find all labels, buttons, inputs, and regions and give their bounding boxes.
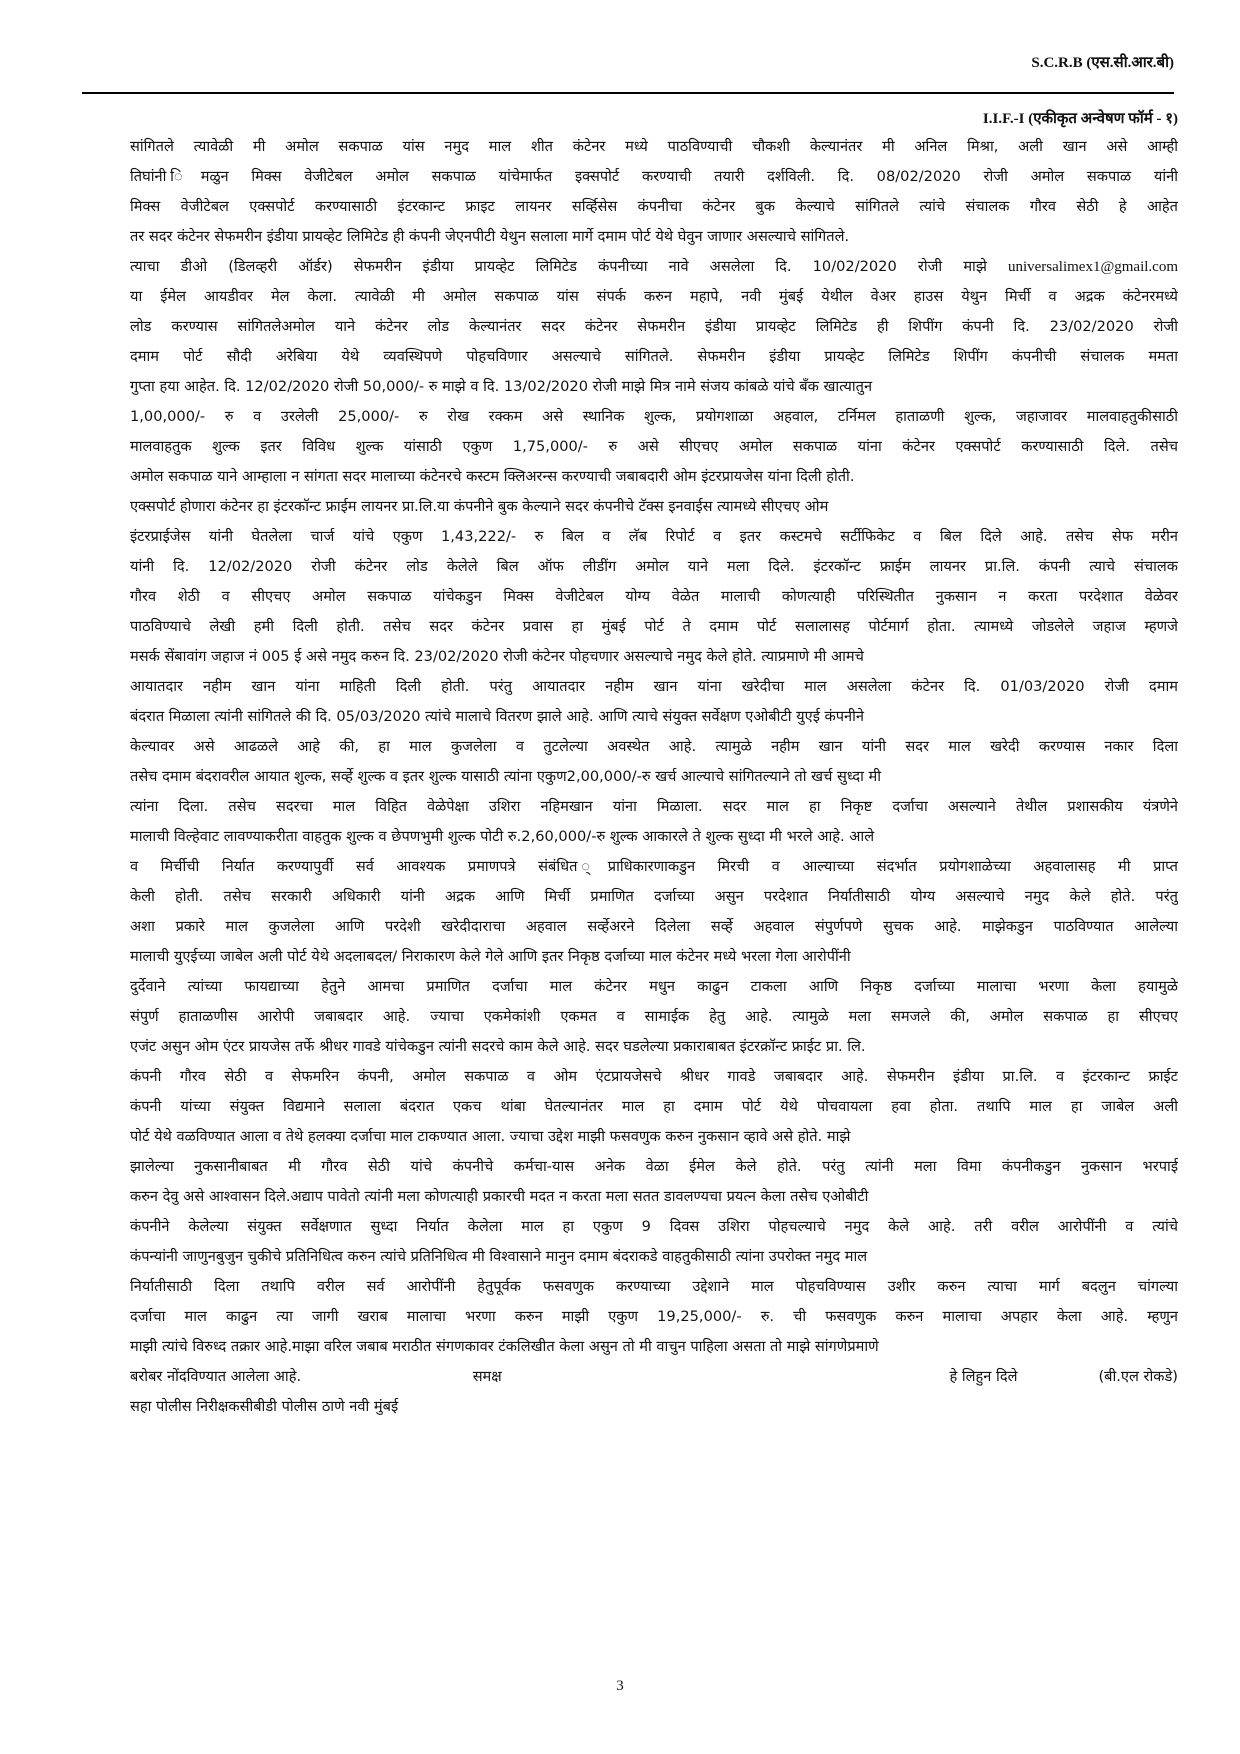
statement-line: यांनी दि. 12/02/2020 रोजी कंटेनर लोड केलेले बिल ऑफ लीडींग अमोल याने मला दिले. इंटरकॉन्ट फ्राईम लायनर प्रा.लि. कंपनी त्याचे संचालक xyxy=(130,558,1178,575)
header-divider xyxy=(82,92,1174,94)
officer-designation: सहा पोलीस निरीक्षकसीबीडी पोलीस ठाणे नवी मुंबई xyxy=(130,1398,399,1415)
statement-body xyxy=(130,132,1178,1422)
statement-line: पाठविण्याचे लेखी हमी दिली होती. तसेच सदर कंटेनर प्रवास हा मुंबई पोर्ट ते दमाम पोर्ट सलालासह पोर्टमार्ग होता. त्यामध्ये जोडलेले जहाज म्हणजे xyxy=(130,618,1178,635)
statement-line: गुप्ता हया आहेत. दि. 12/02/2020 रोजी 50,000/- रु माझे व दि. 13/02/2020 रोजी माझे मित्र नामे संजय कांबळे यांचे बँक खात्यातुन xyxy=(130,378,873,395)
statement-line: संपुर्ण हाताळणीस आरोपी जबाबदार आहे. ज्याचा एकमेकांशी एकमत व सामाईक हेतु आहे. त्यामुळे मला समजले की, अमोल सकपाळ हा सीएचए xyxy=(130,1008,1178,1025)
written-by-label: हे लिहुन दिले xyxy=(949,1368,1018,1385)
statement-line: करुन देवु असे आश्वासन दिले.अद्याप पावेतो त्यांनी मला कोणत्याही प्रकारची मदत न करता मला सतत डावलण्यचा प्रयत्न केला तसेच एओबीटी xyxy=(130,1188,869,1205)
statement-line: तर सदर कंटेनर सेफमरीन इंडीया प्रायव्हेट लिमिटेड ही कंपनी जेएनपीटी येथुन सलाला मार्गे दमाम पोर्ट येथे घेवुन जाणार असल्याचे सांगितले. xyxy=(130,228,850,245)
statement-line: मालाची युएईच्या जाबेल अली पोर्ट येथे अदलाबदल/ निराकारण केले गेले आणि इतर निकृष्ठ दर्जाच्या माल कंटेनर मध्ये भरला गेला आरोपींनी xyxy=(130,948,851,965)
statement-line: दमाम पोर्ट सौदी अरेबिया येथे व्यवस्थिपणे पोहचविणार असल्याचे सांगितले. सेफमरीन इंडीया प्रायव्हेट लिमिटेड शिपींग कंपनीची संचालक ममता xyxy=(130,348,1178,365)
form-title: I.I.F.-I (एकीकृत अन्वेषण फॉर्म - १) xyxy=(982,111,1178,127)
scrb-header-code: S.C.R.B (एस.सी.आर.बी) xyxy=(1031,55,1174,71)
statement-line: केली होती. तसेच सरकारी अधिकारी यांनी अद्रक आणि मिर्ची प्रमाणित दर्जाच्या असुन परदेशात निर्यातीसाठी योग्य असल्याचे नमुद केले होते. परंतु xyxy=(130,888,1178,905)
statement-line: मालाची विल्हेवाट लावण्याकरीता वाहतुक शुल्क व छेपणभुमी शुल्क पोटी रु.2,60,000/-रु शुल्क आकारले ते शुल्क सुध्दा मी भरले आहे. आले xyxy=(130,828,875,845)
statement-line: झालेल्या नुकसानीबाबत मी गौरव सेठी यांचे कंपनीचे कर्मचा-यास अनेक वेळा ईमेल केले होते. परंतु त्यांनी मला विमा कंपनीकडुन नुकसान भरपाई xyxy=(130,1158,1178,1175)
statement-line: माझी त्यांचे विरुध्द तक्रार आहे.माझा वरिल जबाब मराठीत संगणकावर टंकलिखीत केला असुन तो मी वाचुन पाहिला असता तो माझे सांगणेप्रमाणे xyxy=(130,1338,879,1355)
statement-line: इंटरप्राईजेस यांनी घेतलेला चार्ज यांचे एकुण 1,43,222/- रु बिल व लॅब रिपोर्ट व इतर कस्टमचे सर्टीफिकेट व बिल दिले आहे. तसेच सेफ मरीन xyxy=(130,528,1178,545)
statement-line: आयातदार नहीम खान यांना माहिती दिली होती. परंतु आयातदार नहीम खान यांना खरेदीचा माल असलेला कंटेनर दि. 01/03/2020 रोजी दमाम xyxy=(130,678,1178,695)
statement-line: केल्यावर असे आढळले आहे की, हा माल कुजलेला व तुटलेल्या अवस्थेत आहे. त्यामुळे नहीम खान यांनी सदर माल खरेदी करण्यास नकार दिला xyxy=(130,738,1178,755)
statement-line: अशा प्रकारे माल कुजलेला आणि परदेशी खरेदीदाराचा अहवाल सर्व्हेअरने दिलेला सर्व्हे अहवाल संपुर्णपणे सुचक आहे. माझेकडुन पाठविण्यात आलेल्या xyxy=(130,918,1178,935)
statement-line: व मिर्चीची निर्यात करण्यापुर्वी सर्व आवश्यक प्रमाणपत्रे संबंधित ्प्राधिकारणाकडुन मिरची व आल्याच्या संदर्भात प्रयोगशाळेच्या अहवालासह मी प्राप्त xyxy=(130,858,1178,875)
statement-line: मिक्स वेजीटेबल एक्सपोर्ट करण्यासाठी इंटरकान्ट फ्राइट लायनर सर्व्हिसेस कंपनीचा कंटेनर बुक केल्याचे सांगितले त्यांचे संचालक गौरव सेठी हे आहेत xyxy=(130,198,1178,215)
statement-line: कंपन्यांनी जाणुनबुजुन चुकीचे प्रतिनिधित्व करुन त्यांचे प्रतिनिधित्व मी विश्वासाने मानुन दमाम बंदराकडे वाहतुकीसाठी त्यांना उपरोक्त नमुद माल xyxy=(130,1248,868,1265)
statement-line: निर्यातीसाठी दिला तथापि वरील सर्व आरोपींनी हेतुपूर्वक फसवणुक करण्याच्या उद्देशाने माल पोहचविण्यास उशीर करुन त्याचा मार्ग बदलुन चांगल्या xyxy=(130,1278,1178,1295)
statement-line: 1,00,000/- रु व उरलेली 25,000/- रु रोख रक्कम असे स्थानिक शुल्क, प्रयोगशाळा अहवाल, टर्निमल हाताळणी शुल्क, जहाजावर मालवाहतुकीसाठी xyxy=(130,408,1178,425)
statement-line: कंपनीने केलेल्या संयुक्त सर्वेक्षणात सुध्दा निर्यात केलेला माल हा एकुण 9 दिवस उशिरा पोहचल्याचे नमुद केले आहे. तरी वरील आरोपींनी व त्यांचे xyxy=(130,1218,1178,1235)
statement-line: कंपनी गौरव सेठी व सेफमरिन कंपनी, अमोल सकपाळ व ओम एंटप्रायजेसचे श्रीधर गावडे जबाबदार आहे. सेफमरीन इंडीया प्रा.लि. व इंटरकान्ट फ्राईट xyxy=(130,1068,1178,1085)
statement-line: पोर्ट येथे वळविण्यात आला व तेथे हलक्या दर्जाचा माल टाकण्यात आला. ज्याचा उद्देश माझी फसवणुक करुन नुकसान व्हावे असे होते. माझे xyxy=(130,1128,851,1145)
statement-line: तिघांनी िमळुन मिक्स वेजीटेबल अमोल सकपाळ यांचेमार्फत इक्सपोर्ट करण्याची तयारी दर्शविली. दि. 08/02/2020 रोजी अमोल सकपाळ यांनी xyxy=(130,168,1178,185)
before-label: समक्ष xyxy=(472,1368,502,1385)
statement-line: दर्जाचा माल काढुन त्या जागी खराब मालाचा भरणा करुन माझी एकुण 19,25,000/- रु. ची फसवणुक करुन मालाचा अपहार केला आहे. म्हणुन xyxy=(130,1308,1178,1325)
officer-name: (बी.एल रोकडे) xyxy=(1098,1368,1178,1385)
recorded-note: बरोबर नोंदविण्यात आलेला आहे. xyxy=(130,1368,302,1385)
statement-line: या ईमेल आयडीवर मेल केला. त्यावेळी मी अमोल सकपाळ यांस संपर्क करुन महापे, नवी मुंबई येथील वेअर हाउस येथुन मिर्ची व अद्रक कंटेनरमध्ये xyxy=(130,288,1178,305)
statement-line: तसेच दमाम बंदरावरील आयात शुल्क, सर्व्हे शुल्क व इतर शुल्क यासाठी त्यांना एकुण2,00,000/-रु खर्च आल्याचे सांगितल्याने तो खर्च सुध्दा मी xyxy=(130,768,882,785)
statement-line: कंपनी यांच्या संयुक्त विद्यमाने सलाला बंदरात एकच थांबा घेतल्यानंतर माल हा दमाम पोर्ट येथे पोचवायला हवा होता. तथापि माल हा जाबेल अली xyxy=(130,1098,1178,1115)
statement-line: त्यांना दिला. तसेच सदरचा माल विहित वेळेपेक्षा उशिरा नहिमखान यांना मिळाला. सदर माल हा निकृष्ट दर्जाचा असल्याने तेथील प्रशासकीय यंत्रणेने xyxy=(130,798,1178,815)
statement-line: दुर्देवाने त्यांच्या फायद्याच्या हेतुने आमचा प्रमाणित दर्जाचा माल कंटेनर मधुन काढुन टाकला आणि निकृष्ठ दर्जाच्या मालाचा भरणा केला हयामुळे xyxy=(130,978,1178,995)
statement-line: गौरव शेठी व सीएचए अमोल सकपाळ यांचेकडुन मिक्स वेजीटेबल योग्य वेळेत मालाची कोणत्याही परिस्थितीत नुकसान न करता परदेशात वेळेवर xyxy=(130,588,1178,605)
page-number: 3 xyxy=(616,1678,624,1694)
statement-line: लोड करण्यास सांगितलेअमोल याने कंटेनर लोड केल्यानंतर सदर कंटेनर सेफमरीन इंडीया प्रायव्हेट लिमिटेड ही शिपींग कंपनी दि. 23/02/2020 रोजी xyxy=(130,318,1178,335)
statement-line: एजंट असुन ओम एंटर प्रायजेस तर्फे श्रीधर गावडे यांचेकडुन त्यांनी सदरचे काम केले आहे. सदर घडलेल्या प्रकाराबाबत इंटरक्रॉन्ट फ्राईट प्रा. लि. xyxy=(130,1038,866,1055)
statement-line: त्याचा डीओ (डिलव्हरी ऑर्डर) सेफमरीन इंडीया प्रायव्हेट लिमिटेड कंपनीच्या नावे असलेला दि. 10/02/2020 रोजी माझे xyxy=(130,258,987,275)
statement-line: सांगितले त्यावेळी मी अमोल सकपाळ यांस नमुद माल शीत कंटेनर मध्ये पाठविण्याची चौकशी केल्यानंतर मी अनिल मिश्रा, अली खान असे आम्ही xyxy=(130,138,1178,155)
email-address: universalimex1@gmail.com xyxy=(1007,259,1178,275)
statement-line: बंदरात मिळाला त्यांनी सांगितले की दि. 05/03/2020 त्यांचे मालाचे वितरण झाले आहे. आणि त्याचे संयुक्त सर्वेक्षण एओबीटी युएई कंपनीने xyxy=(130,708,864,725)
signature-row xyxy=(130,1362,1178,1392)
statement-line: मसर्क सेंबावांग जहाज नं 005 ई असे नमुद करुन दि. 23/02/2020 रोजी कंटेनर पोहचणार असल्याचे नमुद केले होते. त्याप्रमाणे मी आमचे xyxy=(130,648,864,665)
statement-line: अमोल सकपाळ याने आम्हाला न सांगता सदर मालाच्या कंटेनरचे कस्टम क्लिअरन्स करण्याची जबाबदारी ओम इंटरप्रायजेस यांना दिली होती. xyxy=(130,468,855,485)
statement-line-with-email xyxy=(130,252,1178,282)
statement-line: मालवाहतुक शुल्क इतर विविध शुल्क यांसाठी एकुण 1,75,000/- रु असे सीएचए अमोल सकपाळ यांना कंटेनर एक्सपोर्ट करण्यासाठी दिले. तसेच xyxy=(130,438,1178,455)
statement-line: एक्सपोर्ट होणारा कंटेनर हा इंटरकॉन्ट फ्राईम लायनर प्रा.लि.या कंपनीने बुक केल्याने सदर कंपनीचे टॅक्स इनवाईस त्यामध्ये सीएचए ओम xyxy=(130,498,829,515)
